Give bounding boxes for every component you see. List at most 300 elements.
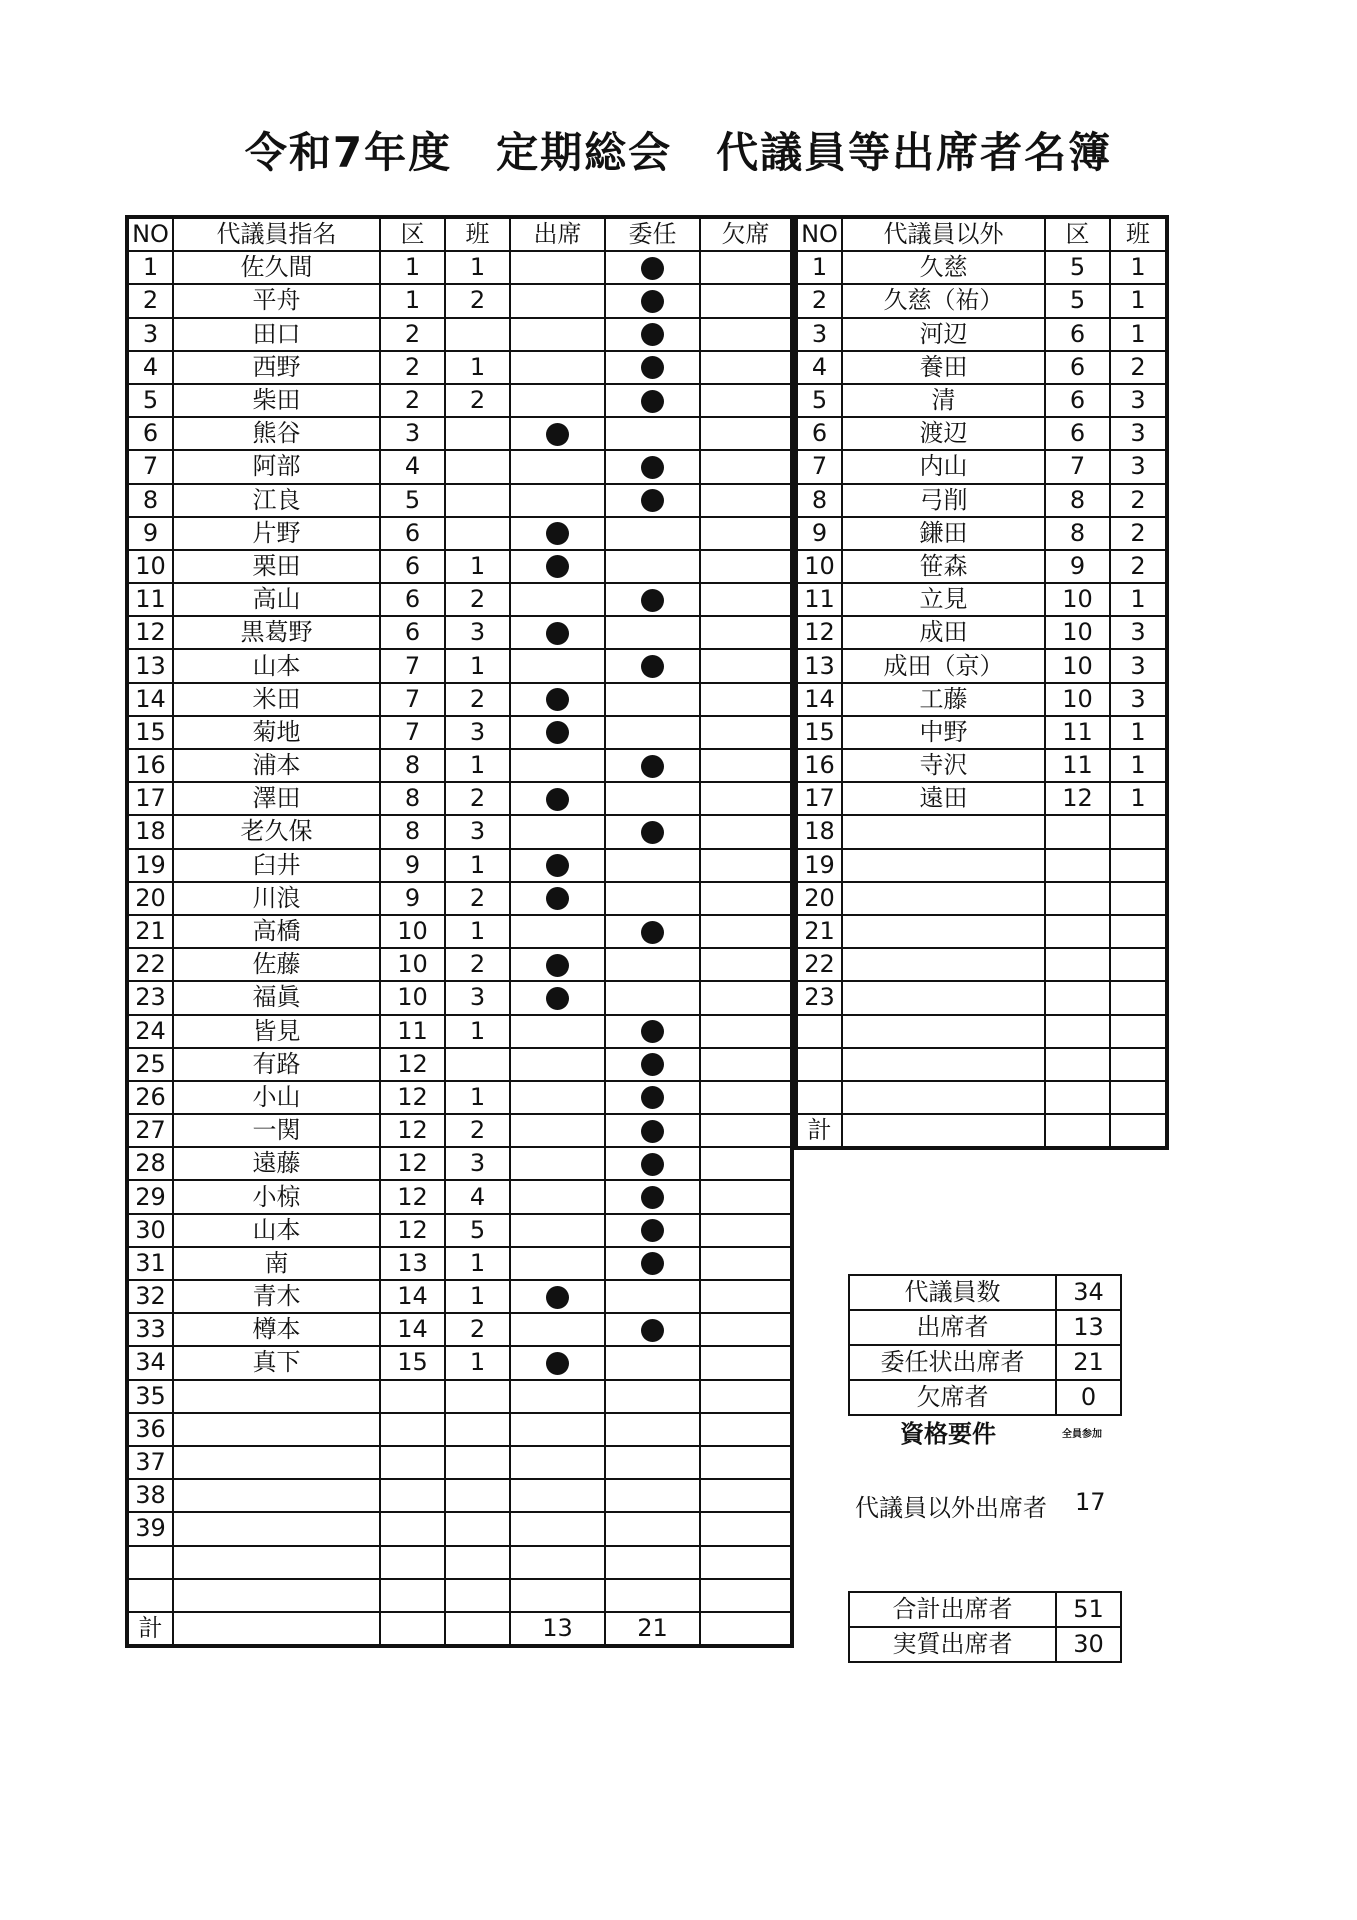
summary-label: 出席者 <box>849 1310 1056 1345</box>
cell-han: 1 <box>445 1015 510 1048</box>
cell-no: 30 <box>127 1214 173 1247</box>
cell-no: 17 <box>796 782 842 815</box>
cell-han: 1 <box>445 849 510 882</box>
cell-han <box>445 484 510 517</box>
attendance-mark-icon <box>641 257 664 280</box>
cell-name: 片野 <box>173 517 380 550</box>
cell-inin <box>605 915 700 948</box>
cell-han: 1 <box>445 1280 510 1313</box>
cell-ku: 10 <box>380 948 445 981</box>
header-shusseki: 出席 <box>510 217 605 251</box>
table-row <box>127 1512 792 1545</box>
cell-shusseki <box>510 1280 605 1313</box>
attendance-mark-icon <box>641 589 664 612</box>
cell-no: 16 <box>796 749 842 782</box>
cell-no: 19 <box>796 849 842 882</box>
attendance-mark-icon <box>641 1186 664 1209</box>
cell-no: 28 <box>127 1147 173 1180</box>
attendance-mark-icon <box>641 1252 664 1275</box>
table-row <box>796 1048 1167 1081</box>
cell-inin <box>605 284 700 317</box>
cell-name <box>842 981 1045 1014</box>
cell-han: 1 <box>445 915 510 948</box>
attendance-mark-icon <box>641 755 664 778</box>
cell-han: 1 <box>445 1247 510 1280</box>
cell-han: 3 <box>1110 616 1167 649</box>
cell-name <box>842 1114 1045 1148</box>
cell-no: 15 <box>796 716 842 749</box>
attendance-mark-icon <box>641 1086 664 1109</box>
total-row <box>127 1612 792 1646</box>
cell-name: 遠田 <box>842 782 1045 815</box>
cell-no: 27 <box>127 1114 173 1147</box>
table-row <box>127 815 792 848</box>
cell-ku: 2 <box>380 351 445 384</box>
table-row <box>127 384 792 417</box>
cell-name: 高橋 <box>173 915 380 948</box>
cell-no: 29 <box>127 1180 173 1213</box>
cell-name: 佐藤 <box>173 948 380 981</box>
table-row <box>127 915 792 948</box>
cell-kesseki <box>700 1446 792 1479</box>
cell-inin <box>605 484 700 517</box>
cell-no: 8 <box>127 484 173 517</box>
cell-han: 1 <box>1110 716 1167 749</box>
table-row <box>127 484 792 517</box>
cell-name: 内山 <box>842 450 1045 483</box>
cell-name: 笹森 <box>842 550 1045 583</box>
table-row <box>127 1280 792 1313</box>
table-row <box>127 948 792 981</box>
cell-kesseki <box>700 417 792 450</box>
cell-shusseki <box>510 849 605 882</box>
attendance-mark-icon <box>546 887 569 910</box>
cell-shusseki <box>510 1346 605 1379</box>
cell-inin <box>605 882 700 915</box>
cell-shusseki <box>510 948 605 981</box>
cell-name <box>173 1413 380 1446</box>
cell-name <box>842 1015 1045 1048</box>
table-row <box>127 1147 792 1180</box>
cell-ku: 6 <box>1045 318 1110 351</box>
cell-ku: 11 <box>1045 749 1110 782</box>
cell-no: 6 <box>127 417 173 450</box>
table-row <box>796 1015 1167 1048</box>
cell-ku: 5 <box>1045 284 1110 317</box>
cell-no: 16 <box>127 749 173 782</box>
cell-han: 3 <box>1110 450 1167 483</box>
table-row <box>796 849 1167 882</box>
attendance-mark-icon <box>641 921 664 944</box>
table-row <box>127 318 792 351</box>
cell-ku: 10 <box>1045 649 1110 682</box>
attendance-mark-icon <box>641 821 664 844</box>
cell-no: 5 <box>127 384 173 417</box>
cell-ku: 6 <box>380 583 445 616</box>
cell-inin <box>605 1247 700 1280</box>
cell-ku: 14 <box>380 1280 445 1313</box>
cell-ku <box>1045 981 1110 1014</box>
cell-han <box>445 318 510 351</box>
cell-han <box>445 1612 510 1646</box>
table-row <box>796 251 1167 284</box>
cell-ku: 8 <box>380 782 445 815</box>
cell-ku: 6 <box>1045 384 1110 417</box>
summary-value: 21 <box>1056 1345 1121 1380</box>
cell-kesseki <box>700 749 792 782</box>
cell-kesseki <box>700 284 792 317</box>
table-row <box>796 384 1167 417</box>
qualification-note: 全員参加 <box>1062 1429 1102 1440</box>
cell-kesseki <box>700 1479 792 1512</box>
table-row <box>796 915 1167 948</box>
cell-name: 熊谷 <box>173 417 380 450</box>
cell-han: 4 <box>445 1180 510 1213</box>
cell-han: 3 <box>1110 683 1167 716</box>
cell-ku: 2 <box>380 384 445 417</box>
header-kesseki: 欠席 <box>700 217 792 251</box>
cell-no: 12 <box>796 616 842 649</box>
cell-inin <box>605 649 700 682</box>
cell-name: 澤田 <box>173 782 380 815</box>
cell-name <box>173 1380 380 1413</box>
cell-shusseki <box>510 484 605 517</box>
totals-row <box>849 1592 1121 1627</box>
totals-label: 合計出席者 <box>849 1592 1056 1627</box>
non-delegate-label: 代議員以外出席者 <box>855 1494 1047 1522</box>
table-row <box>127 1479 792 1512</box>
cell-ku: 10 <box>380 981 445 1014</box>
cell-kesseki <box>700 1579 792 1612</box>
attendance-mark-icon <box>546 522 569 545</box>
cell-name <box>842 1081 1045 1114</box>
attendance-mark-icon <box>641 290 664 313</box>
cell-no: 4 <box>796 351 842 384</box>
cell-kesseki <box>700 1015 792 1048</box>
cell-name: 田口 <box>173 318 380 351</box>
table-row <box>127 450 792 483</box>
table-row <box>127 1214 792 1247</box>
cell-han <box>1110 815 1167 848</box>
header-name: 代議員指名 <box>173 217 380 251</box>
cell-kesseki <box>700 1512 792 1545</box>
cell-no: 10 <box>796 550 842 583</box>
attendance-mark-icon <box>641 1053 664 1076</box>
cell-name <box>842 849 1045 882</box>
cell-name: 青木 <box>173 1280 380 1313</box>
cell-kesseki <box>700 1114 792 1147</box>
cell-han: 2 <box>445 948 510 981</box>
attendance-mark-icon <box>546 1352 569 1375</box>
cell-han: 3 <box>445 815 510 848</box>
cell-inin <box>605 1313 700 1346</box>
cell-name: 養田 <box>842 351 1045 384</box>
cell-no: 6 <box>796 417 842 450</box>
table-row <box>127 583 792 616</box>
cell-han: 2 <box>445 1313 510 1346</box>
table-row <box>796 284 1167 317</box>
table-row <box>796 616 1167 649</box>
table-row <box>796 351 1167 384</box>
cell-name: 工藤 <box>842 683 1045 716</box>
cell-name: 樽本 <box>173 1313 380 1346</box>
cell-no: 18 <box>127 815 173 848</box>
cell-ku: 12 <box>380 1180 445 1213</box>
cell-ku: 7 <box>380 716 445 749</box>
cell-kesseki <box>700 484 792 517</box>
header-inin: 委任 <box>605 217 700 251</box>
cell-shusseki <box>510 1579 605 1612</box>
total-kesseki <box>700 1612 792 1646</box>
cell-inin <box>605 1346 700 1379</box>
attendance-mark-icon <box>546 423 569 446</box>
cell-ku: 6 <box>380 616 445 649</box>
cell-no: 20 <box>127 882 173 915</box>
totals-row <box>849 1627 1121 1662</box>
cell-shusseki <box>510 716 605 749</box>
cell-name: 福眞 <box>173 981 380 1014</box>
cell-shusseki <box>510 450 605 483</box>
cell-no: 21 <box>796 915 842 948</box>
cell-shusseki <box>510 1512 605 1545</box>
cell-ku: 5 <box>1045 251 1110 284</box>
cell-no: 9 <box>796 517 842 550</box>
table-row <box>127 1413 792 1446</box>
cell-han: 3 <box>445 616 510 649</box>
header-name: 代議員以外 <box>842 217 1045 251</box>
summary-row <box>849 1345 1121 1380</box>
cell-no: 33 <box>127 1313 173 1346</box>
cell-inin <box>605 251 700 284</box>
cell-no <box>796 1081 842 1114</box>
cell-ku <box>380 1479 445 1512</box>
cell-inin <box>605 1280 700 1313</box>
cell-no: 17 <box>127 782 173 815</box>
cell-no: 2 <box>127 284 173 317</box>
table-row <box>127 683 792 716</box>
cell-ku: 9 <box>1045 550 1110 583</box>
summary-value: 0 <box>1056 1380 1121 1415</box>
cell-ku: 10 <box>1045 683 1110 716</box>
cell-kesseki <box>700 1346 792 1379</box>
cell-inin <box>605 782 700 815</box>
attendance-mark-icon <box>546 555 569 578</box>
cell-kesseki <box>700 649 792 682</box>
cell-shusseki <box>510 550 605 583</box>
cell-shusseki <box>510 318 605 351</box>
cell-ku: 9 <box>380 849 445 882</box>
cell-shusseki <box>510 1147 605 1180</box>
cell-name: 真下 <box>173 1346 380 1379</box>
cell-name: 渡辺 <box>842 417 1045 450</box>
cell-ku <box>1045 915 1110 948</box>
table-row <box>127 1114 792 1147</box>
table-row <box>127 1081 792 1114</box>
table-row <box>796 882 1167 915</box>
cell-ku <box>380 1579 445 1612</box>
cell-han <box>445 450 510 483</box>
cell-name: 平舟 <box>173 284 380 317</box>
cell-no <box>796 1048 842 1081</box>
table-row <box>796 550 1167 583</box>
cell-inin <box>605 351 700 384</box>
cell-shusseki <box>510 1214 605 1247</box>
cell-kesseki <box>700 948 792 981</box>
cell-ku <box>380 1612 445 1646</box>
cell-no: 23 <box>796 981 842 1014</box>
attendance-mark-icon <box>641 1020 664 1043</box>
cell-kesseki <box>700 1546 792 1579</box>
cell-name <box>173 1512 380 1545</box>
header-ku: 区 <box>380 217 445 251</box>
cell-han: 1 <box>1110 782 1167 815</box>
summary-box <box>848 1274 1122 1416</box>
cell-shusseki <box>510 616 605 649</box>
table-row <box>796 981 1167 1014</box>
cell-ku: 12 <box>380 1114 445 1147</box>
cell-name: 河辺 <box>842 318 1045 351</box>
table-row <box>796 517 1167 550</box>
table-row <box>127 1048 792 1081</box>
cell-no: 12 <box>127 616 173 649</box>
table-row <box>127 782 792 815</box>
cell-ku: 15 <box>380 1346 445 1379</box>
attendance-mark-icon <box>641 323 664 346</box>
cell-shusseki <box>510 351 605 384</box>
cell-name <box>842 1048 1045 1081</box>
cell-name: 遠藤 <box>173 1147 380 1180</box>
cell-ku: 7 <box>1045 450 1110 483</box>
cell-shusseki <box>510 1446 605 1479</box>
cell-han: 3 <box>445 981 510 1014</box>
header-no: NO <box>127 217 173 251</box>
cell-no: 11 <box>127 583 173 616</box>
cell-kesseki <box>700 1280 792 1313</box>
cell-name <box>842 815 1045 848</box>
cell-han: 1 <box>1110 251 1167 284</box>
attendance-mark-icon <box>641 1219 664 1242</box>
cell-inin <box>605 417 700 450</box>
cell-kesseki <box>700 251 792 284</box>
cell-shusseki <box>510 782 605 815</box>
table-row <box>796 417 1167 450</box>
cell-han: 2 <box>445 882 510 915</box>
cell-kesseki <box>700 1380 792 1413</box>
summary-value: 13 <box>1056 1310 1121 1345</box>
cell-han: 2 <box>445 583 510 616</box>
table-row <box>127 981 792 1014</box>
cell-name: 弓削 <box>842 484 1045 517</box>
cell-kesseki <box>700 782 792 815</box>
cell-ku: 12 <box>1045 782 1110 815</box>
cell-name: 中野 <box>842 716 1045 749</box>
total-inin: 21 <box>605 1612 700 1646</box>
cell-name <box>842 915 1045 948</box>
cell-inin <box>605 1579 700 1612</box>
cell-name: 柴田 <box>173 384 380 417</box>
cell-han <box>445 417 510 450</box>
cell-inin <box>605 683 700 716</box>
total-row <box>796 1114 1167 1148</box>
cell-name: 小椋 <box>173 1180 380 1213</box>
cell-no: 3 <box>127 318 173 351</box>
table-row <box>796 649 1167 682</box>
cell-shusseki <box>510 981 605 1014</box>
cell-han <box>1110 981 1167 1014</box>
totals-box <box>848 1591 1122 1663</box>
table-row <box>127 1015 792 1048</box>
cell-inin <box>605 583 700 616</box>
attendance-mark-icon <box>641 1153 664 1176</box>
cell-inin <box>605 981 700 1014</box>
cell-han: 1 <box>445 649 510 682</box>
cell-no: 4 <box>127 351 173 384</box>
cell-kesseki <box>700 318 792 351</box>
table-row <box>127 1247 792 1280</box>
cell-kesseki <box>700 849 792 882</box>
cell-name: 皆見 <box>173 1015 380 1048</box>
cell-han: 3 <box>1110 384 1167 417</box>
cell-kesseki <box>700 450 792 483</box>
cell-kesseki <box>700 915 792 948</box>
table-row <box>127 616 792 649</box>
cell-name: 黒葛野 <box>173 616 380 649</box>
cell-ku <box>380 1380 445 1413</box>
cell-kesseki <box>700 882 792 915</box>
cell-kesseki <box>700 683 792 716</box>
cell-no: 32 <box>127 1280 173 1313</box>
cell-no: 38 <box>127 1479 173 1512</box>
cell-name <box>173 1546 380 1579</box>
cell-shusseki <box>510 1048 605 1081</box>
table-row <box>127 749 792 782</box>
cell-name: 久慈（祐） <box>842 284 1045 317</box>
cell-no: 21 <box>127 915 173 948</box>
cell-han <box>1110 915 1167 948</box>
table-row <box>127 517 792 550</box>
cell-ku <box>1045 849 1110 882</box>
cell-no: 26 <box>127 1081 173 1114</box>
cell-han <box>445 1446 510 1479</box>
cell-ku <box>380 1446 445 1479</box>
cell-no: 18 <box>796 815 842 848</box>
cell-han: 2 <box>445 384 510 417</box>
cell-ku <box>380 1512 445 1545</box>
cell-han: 2 <box>445 1114 510 1147</box>
cell-ku <box>1045 1048 1110 1081</box>
cell-ku: 8 <box>1045 517 1110 550</box>
cell-han <box>1110 882 1167 915</box>
cell-han: 3 <box>445 1147 510 1180</box>
cell-no <box>796 1015 842 1048</box>
cell-no: 10 <box>127 550 173 583</box>
table-row <box>127 417 792 450</box>
cell-no: 22 <box>796 948 842 981</box>
delegate-attendance-table <box>125 215 794 1648</box>
totals-label: 実質出席者 <box>849 1627 1056 1662</box>
cell-ku <box>1045 1015 1110 1048</box>
cell-no: 7 <box>796 450 842 483</box>
cell-ku <box>1045 948 1110 981</box>
cell-ku: 11 <box>1045 716 1110 749</box>
total-shusseki: 13 <box>510 1612 605 1646</box>
cell-no <box>127 1579 173 1612</box>
cell-no: 37 <box>127 1446 173 1479</box>
cell-no: 1 <box>796 251 842 284</box>
cell-shusseki <box>510 1081 605 1114</box>
cell-han <box>1110 1114 1167 1148</box>
attendance-mark-icon <box>546 1286 569 1309</box>
